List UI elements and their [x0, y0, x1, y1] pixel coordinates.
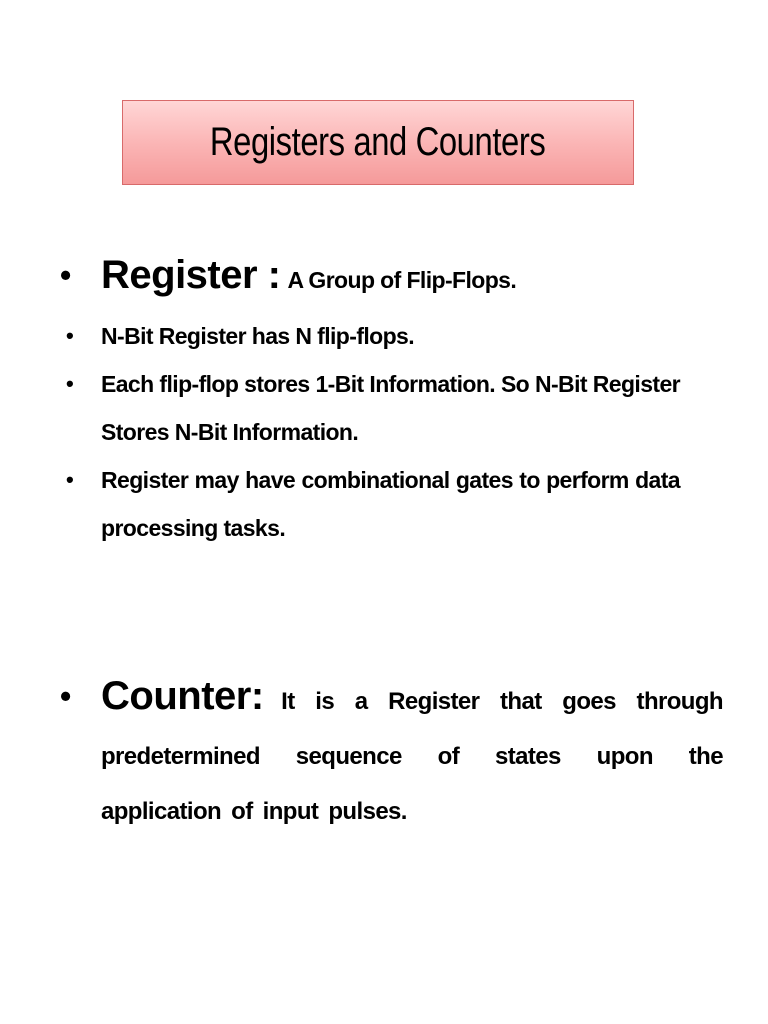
- bullet-dot-icon: •: [66, 371, 74, 396]
- sub-item-text: Each flip-flop stores 1-Bit Information. So N-Bit Register Stores N-Bit Information.: [101, 371, 680, 445]
- sub-item-text: N-Bit Register has N flip-flops.: [101, 323, 415, 349]
- register-sub-list: [58, 312, 680, 552]
- counter-term: Counter:: [101, 674, 264, 718]
- bullet-counter: [58, 669, 723, 839]
- bullet-dot-icon: •: [66, 323, 74, 348]
- list-item: [58, 360, 680, 456]
- bullet-dot-icon: •: [60, 678, 72, 714]
- list-item: [58, 312, 680, 360]
- title-box: [122, 100, 634, 185]
- list-item: [58, 456, 680, 552]
- slide-title: Registers and Counters: [210, 120, 546, 164]
- bullet-dot-icon: •: [60, 257, 72, 293]
- bullet-dot-icon: •: [66, 467, 74, 492]
- bullet-register: [58, 250, 723, 305]
- register-term: Register :: [101, 253, 281, 297]
- counter-definition: It is a Register that goes through predetermined sequence of states upon the application of input pulses.: [101, 688, 723, 825]
- sub-item-text: Register may have combinational gates to perform data processing tasks.: [101, 467, 680, 541]
- register-definition: A Group of Flip-Flops.: [287, 267, 517, 293]
